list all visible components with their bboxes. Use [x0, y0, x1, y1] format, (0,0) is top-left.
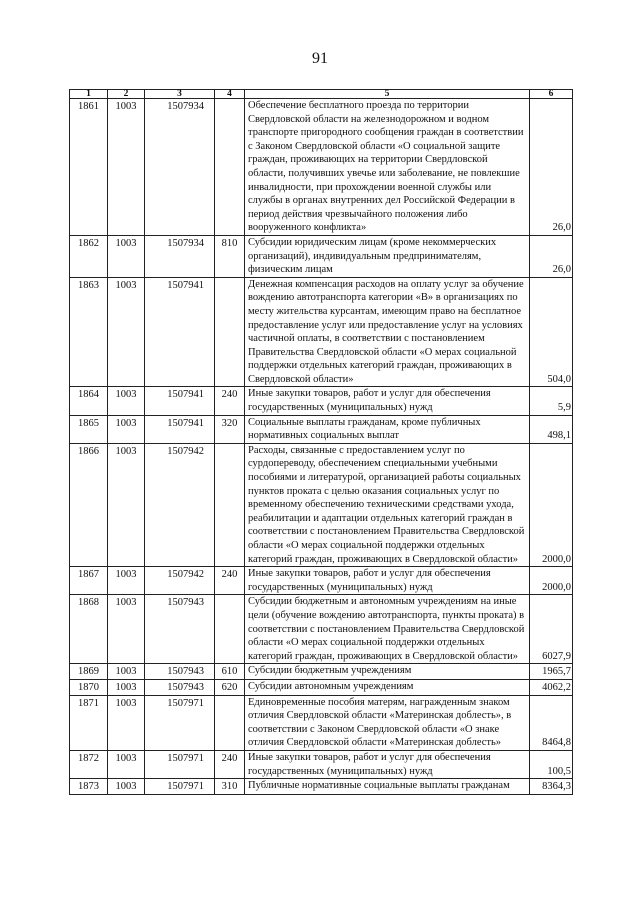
section-code-cell: 1003: [108, 567, 145, 595]
row-number-cell: 1866: [70, 443, 108, 566]
table-row: [70, 415, 573, 443]
expense-kind-cell: 610: [215, 664, 245, 680]
row-number-cell: 1867: [70, 567, 108, 595]
row-number-cell: 1871: [70, 695, 108, 750]
target-article-cell: 1507934: [145, 235, 215, 277]
section-code-cell: 1003: [108, 415, 145, 443]
row-number-cell: 1868: [70, 595, 108, 664]
column-header: 2: [108, 90, 145, 99]
amount-cell: 26,0: [530, 99, 573, 236]
section-code-cell: 1003: [108, 99, 145, 236]
table-row: [70, 567, 573, 595]
description-cell: Субсидии бюджетным и автономным учреждениям на иные цели (обучение вождению автотранспорта, пункты проката) в соответствии с постановлением Правительства Свердловской области «О мерах социальной поддержки отдельных категорий граждан, проживающих в Свердловской области»: [245, 595, 530, 664]
target-article-cell: 1507941: [145, 277, 215, 387]
target-article-cell: 1507934: [145, 99, 215, 236]
target-article-cell: 1507942: [145, 567, 215, 595]
amount-cell: 26,0: [530, 235, 573, 277]
section-code-cell: 1003: [108, 750, 145, 778]
column-header: 3: [145, 90, 215, 99]
amount-cell: 6027,9: [530, 595, 573, 664]
amount-cell: 8364,3: [530, 779, 573, 795]
row-number-cell: 1873: [70, 779, 108, 795]
expense-kind-cell: 240: [215, 750, 245, 778]
table-row: [70, 750, 573, 778]
section-code-cell: 1003: [108, 277, 145, 387]
description-cell: Иные закупки товаров, работ и услуг для обеспечения государственных (муниципальных) нужд: [245, 387, 530, 415]
expense-kind-cell: 810: [215, 235, 245, 277]
target-article-cell: 1507943: [145, 679, 215, 695]
row-number-cell: 1870: [70, 679, 108, 695]
description-cell: Обеспечение бесплатного проезда по территории Свердловской области на железнодорожном и водном транспорте пригородного сообщения граждан в соответствии с Законом Свердловской области «О социальной защите граждан, проживающих на территории Свердловской области, получивших увечье или заболевание, не повлекшие инвалидности, при прохождении военной службы или службы в органах внутренних дел Российской Федерации в период действия чрезвычайного положения либо вооруженного конфликта»: [245, 99, 530, 236]
table-row: [70, 387, 573, 415]
target-article-cell: 1507942: [145, 443, 215, 566]
table-row: [70, 277, 573, 387]
target-article-cell: 1507941: [145, 415, 215, 443]
section-code-cell: 1003: [108, 595, 145, 664]
target-article-cell: 1507971: [145, 695, 215, 750]
description-cell: Субсидии бюджетным учреждениям: [245, 664, 530, 680]
amount-cell: 2000,0: [530, 443, 573, 566]
description-cell: Субсидии автономным учреждениям: [245, 679, 530, 695]
section-code-cell: 1003: [108, 443, 145, 566]
section-code-cell: 1003: [108, 779, 145, 795]
row-number-cell: 1865: [70, 415, 108, 443]
expense-kind-cell: [215, 99, 245, 236]
target-article-cell: 1507971: [145, 750, 215, 778]
table-row: [70, 664, 573, 680]
target-article-cell: 1507943: [145, 595, 215, 664]
expense-kind-cell: 240: [215, 387, 245, 415]
description-cell: Денежная компенсация расходов на оплату услуг за обучение вождению автотранспорта категории «В» в организациях по месту жительства курсантам, имеющим право на бесплатное предоставление услуг или предоставление услуг на условиях частичной оплаты, в соответствии с постановлением Правительства Свердловской области «О мерах социальной поддержки отдельных категорий граждан, проживающих в Свердловской области»: [245, 277, 530, 387]
section-code-cell: 1003: [108, 235, 145, 277]
budget-table: [69, 89, 573, 795]
target-article-cell: 1507943: [145, 664, 215, 680]
page-number: 91: [312, 50, 328, 67]
description-cell: Расходы, связанные с предоставлением услуг по сурдопереводу, обеспечением специальными учебными пособиями и литературой, организацией работы социальных пунктов проката с целью оказания социальных услуг по временному обеспечению техническими средствами ухода, реабилитации и адаптации отдельных категорий граждан в соответствии с постановлением Правительства Свердловской области «О мерах социальной поддержки отдельных категорий граждан, проживающих в Свердловской области»: [245, 443, 530, 566]
description-cell: Публичные нормативные социальные выплаты гражданам: [245, 779, 530, 795]
row-number-cell: 1864: [70, 387, 108, 415]
table-row: [70, 595, 573, 664]
table-row: [70, 779, 573, 795]
row-number-cell: 1863: [70, 277, 108, 387]
expense-kind-cell: 620: [215, 679, 245, 695]
expense-kind-cell: [215, 443, 245, 566]
expense-kind-cell: [215, 277, 245, 387]
table-row: [70, 695, 573, 750]
amount-cell: 1965,7: [530, 664, 573, 680]
row-number-cell: 1872: [70, 750, 108, 778]
column-header: 1: [70, 90, 108, 99]
amount-cell: 4062,2: [530, 679, 573, 695]
amount-cell: 5,9: [530, 387, 573, 415]
column-header: 6: [530, 90, 573, 99]
expense-kind-cell: [215, 695, 245, 750]
amount-cell: 100,5: [530, 750, 573, 778]
expense-kind-cell: 310: [215, 779, 245, 795]
amount-cell: 498,1: [530, 415, 573, 443]
expense-kind-cell: 240: [215, 567, 245, 595]
table-header-row: [70, 90, 573, 99]
table-row: [70, 235, 573, 277]
description-cell: Иные закупки товаров, работ и услуг для обеспечения государственных (муниципальных) нужд: [245, 567, 530, 595]
table-row: [70, 99, 573, 236]
row-number-cell: 1862: [70, 235, 108, 277]
amount-cell: 2000,0: [530, 567, 573, 595]
target-article-cell: 1507941: [145, 387, 215, 415]
table-row: [70, 679, 573, 695]
expense-kind-cell: [215, 595, 245, 664]
amount-cell: 8464,8: [530, 695, 573, 750]
table-row: [70, 443, 573, 566]
section-code-cell: 1003: [108, 679, 145, 695]
description-cell: Социальные выплаты гражданам, кроме публичных нормативных социальных выплат: [245, 415, 530, 443]
description-cell: Единовременные пособия матерям, награжденным знаком отличия Свердловской области «Материнская доблесть», в соответствии с Законом Свердловской области «О знаке отличия Свердловской области «Материнская доблесть»: [245, 695, 530, 750]
expense-kind-cell: 320: [215, 415, 245, 443]
section-code-cell: 1003: [108, 387, 145, 415]
section-code-cell: 1003: [108, 695, 145, 750]
description-cell: Субсидии юридическим лицам (кроме некоммерческих организаций), индивидуальным предпринимателям, физическим лицам: [245, 235, 530, 277]
column-header: 5: [245, 90, 530, 99]
section-code-cell: 1003: [108, 664, 145, 680]
description-cell: Иные закупки товаров, работ и услуг для обеспечения государственных (муниципальных) нужд: [245, 750, 530, 778]
target-article-cell: 1507971: [145, 779, 215, 795]
row-number-cell: 1861: [70, 99, 108, 236]
row-number-cell: 1869: [70, 664, 108, 680]
column-header: 4: [215, 90, 245, 99]
amount-cell: 504,0: [530, 277, 573, 387]
